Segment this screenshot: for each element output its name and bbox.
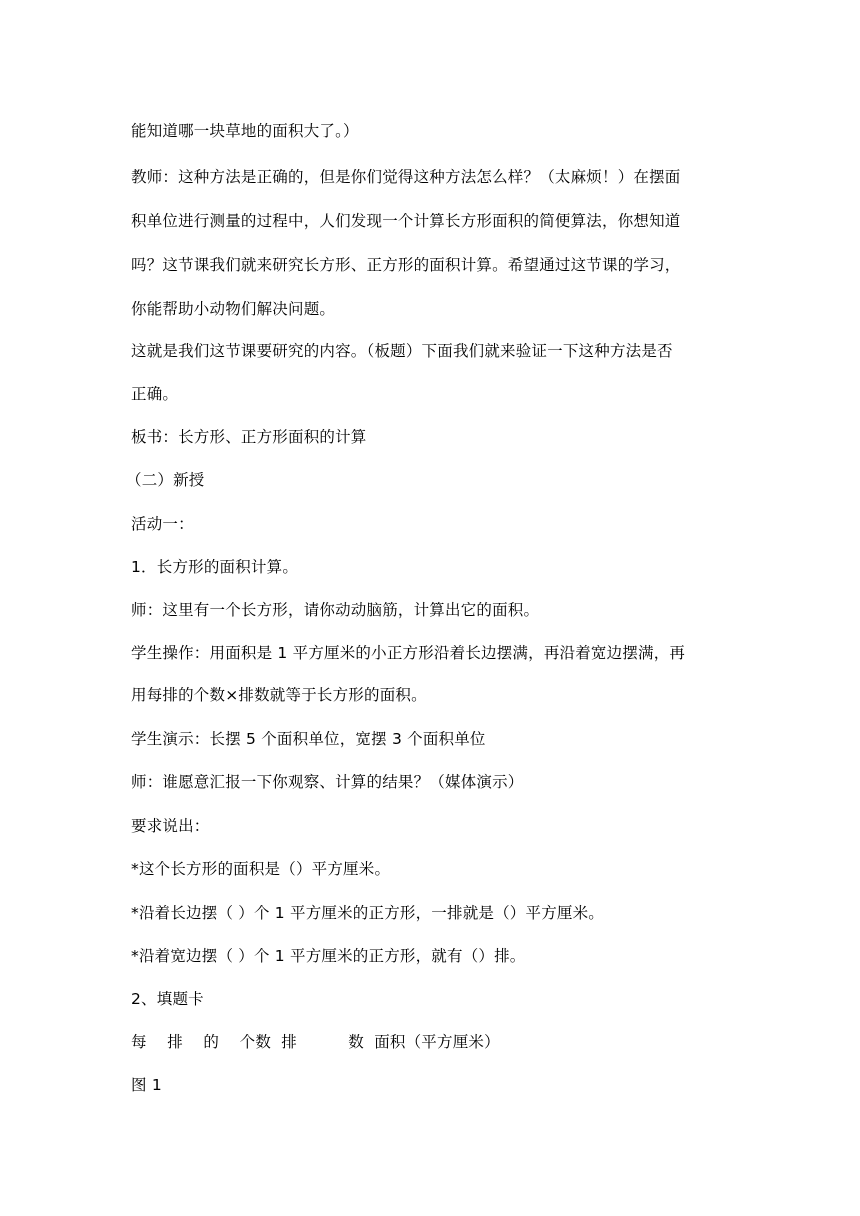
paragraph-line: 这就是我们这节课要研究的内容。（板题）下面我们就来验证一下这种方法是否 xyxy=(131,342,673,360)
figure-label: 图 1 xyxy=(131,1076,162,1094)
paragraph-line: 积单位进行测量的过程中，人们发现一个计算长方形面积的简便算法，你想知道 xyxy=(131,212,681,230)
activity-heading: 活动一： xyxy=(131,515,194,533)
paragraph-line: 要求说出： xyxy=(131,817,210,835)
paragraph-line: 正确。 xyxy=(131,385,179,403)
paragraph-line: 师：这里有一个长方形，请你动动脑筋，计算出它的面积。 xyxy=(131,601,540,619)
numbered-item: 2、填题卡 xyxy=(131,990,204,1008)
paragraph-line: 你能帮助小动物们解决问题。 xyxy=(131,300,336,318)
bullet-item: *沿着宽边摆（ ）个 1 平方厘米的正方形，就有（）排。 xyxy=(131,947,526,965)
paragraph-line: 吗？这节课我们就来研究长方形、正方形的面积计算。希望通过这节课的学习， xyxy=(131,256,681,274)
paragraph-line: 能知道哪一块草地的面积大了。） xyxy=(131,122,359,140)
board-title: 板书：长方形、正方形面积的计算 xyxy=(131,428,367,446)
section-heading: （二）新授 xyxy=(126,471,205,489)
paragraph-line: 师：谁愿意汇报一下你观察、计算的结果？（媒体演示） xyxy=(131,773,524,791)
paragraph-line: 用每排的个数×排数就等于长方形的面积。 xyxy=(131,686,427,704)
bullet-item: *这个长方形的面积是（）平方厘米。 xyxy=(131,860,391,878)
numbered-item: 1．长方形的面积计算。 xyxy=(131,558,299,576)
paragraph-line: 学生演示：长摆 5 个面积单位，宽摆 3 个面积单位 xyxy=(131,730,486,748)
bullet-item: *沿着长边摆（ ）个 1 平方厘米的正方形，一排就是（）平方厘米。 xyxy=(131,904,604,922)
table-header-row: 每 排 的 个数 排 数 面积（平方厘米） xyxy=(131,1033,500,1051)
paragraph-line: 教师：这种方法是正确的，但是你们觉得这种方法怎么样？（太麻烦！）在摆面 xyxy=(131,168,681,186)
paragraph-line: 学生操作：用面积是 1 平方厘米的小正方形沿着长边摆满，再沿着宽边摆满，再 xyxy=(131,644,686,662)
